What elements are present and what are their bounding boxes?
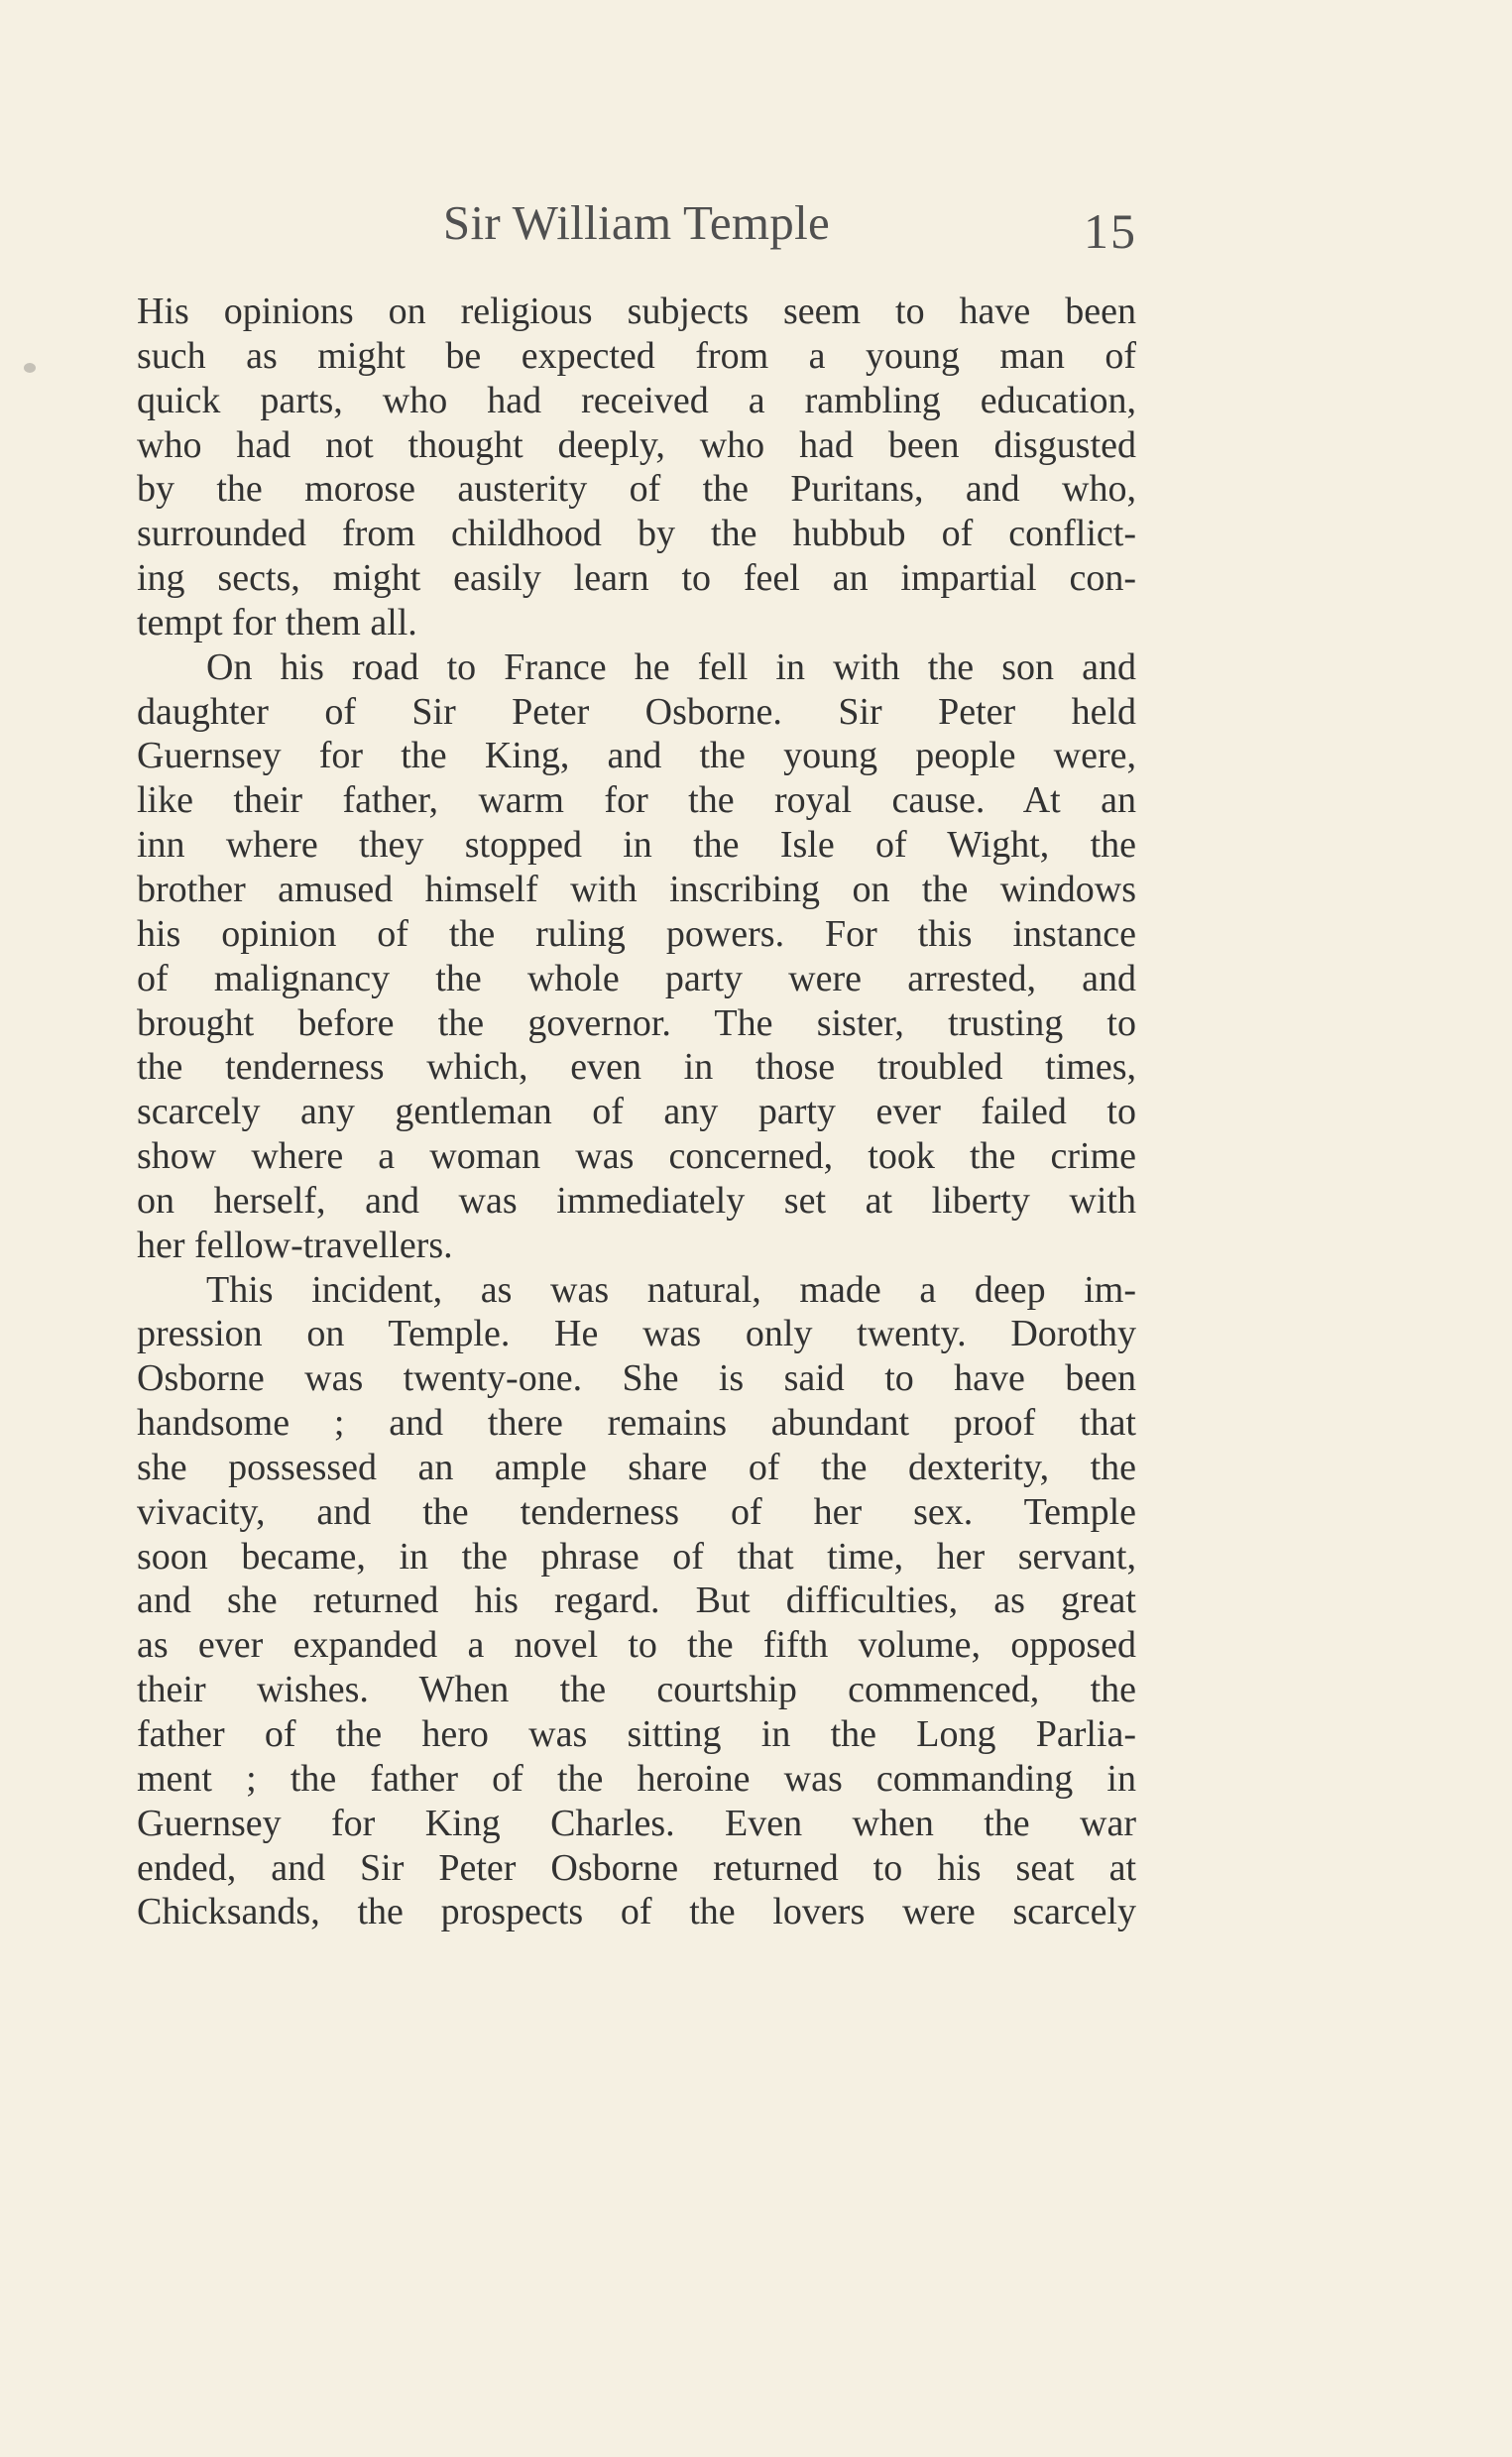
text-line: soon became, in the phrase of that time, her servant, [137,1535,1136,1578]
text-line: by the morose austerity of the Puritans, and who, [137,468,1136,511]
body-text [137,290,1136,1934]
text-line: as ever expanded a novel to the fifth volume, opposed [137,1624,1136,1667]
text-line: who had not thought deeply, who had been disgusted [137,423,1136,466]
text-line: vivacity, and the tenderness of her sex. Temple [137,1490,1136,1533]
text-line: ing sects, might easily learn to feel an impartial con- [137,557,1136,600]
paragraph-first-line: On his road to France he fell in with the son and [206,645,1136,688]
margin-speck [24,363,36,373]
text-line: their wishes. When the courtship commenced, the [137,1669,1136,1711]
text-line: of malignancy the whole party were arrested, and [137,957,1136,999]
page-header [136,194,1137,264]
text-line: father of the hero was sitting in the Long Parlia- [137,1713,1136,1755]
text-line: on herself, and was immediately set at liberty with [137,1179,1136,1222]
text-line: his opinion of the ruling powers. For this instance [137,912,1136,955]
text-line: ment ; the father of the heroine was commanding in [137,1757,1136,1800]
text-line: like their father, warm for the royal cause. At an [137,779,1136,822]
text-line: surrounded from childhood by the hubbub of conflict- [137,513,1136,555]
text-line: the tenderness which, even in those troubled times, [137,1046,1136,1089]
text-line: brother amused himself with inscribing on the windows [137,868,1136,910]
text-line: scarcely any gentleman of any party ever failed to [137,1091,1136,1133]
text-line: daughter of Sir Peter Osborne. Sir Peter held [137,690,1136,733]
text-line: Osborne was twenty-one. She is said to have been [137,1357,1136,1400]
text-line: she possessed an ample share of the dexterity, the [137,1446,1136,1488]
text-line: tempt for them all. [137,601,417,644]
running-title: Sir William Temple [442,195,831,250]
text-line: inn where they stopped in the Isle of Wight, the [137,824,1136,867]
text-line: Guernsey for King Charles. Even when the war [137,1802,1136,1844]
text-line: and she returned his regard. But difficulties, as great [137,1580,1136,1622]
text-line: Chicksands, the prospects of the lovers were scarcely [137,1891,1136,1933]
text-line: Guernsey for the King, and the young people were, [137,735,1136,777]
text-line: handsome ; and there remains abundant proof that [137,1402,1136,1445]
paragraph-first-line: This incident, as was natural, made a deep im- [206,1268,1136,1311]
text-line: His opinions on religious subjects seem to have been [137,291,1136,332]
text-line: show where a woman was concerned, took the crime [137,1135,1136,1178]
page-number: 15 [1084,203,1137,259]
text-line: her fellow-travellers. [137,1224,453,1266]
text-line: brought before the governor. The sister, trusting to [137,1001,1136,1044]
text-line: pression on Temple. He was only twenty. Dorothy [137,1313,1136,1355]
text-line: ended, and Sir Peter Osborne returned to his seat at [137,1846,1136,1889]
text-line: quick parts, who had received a rambling education, [137,379,1136,421]
text-line: such as might be expected from a young man of [137,334,1136,377]
